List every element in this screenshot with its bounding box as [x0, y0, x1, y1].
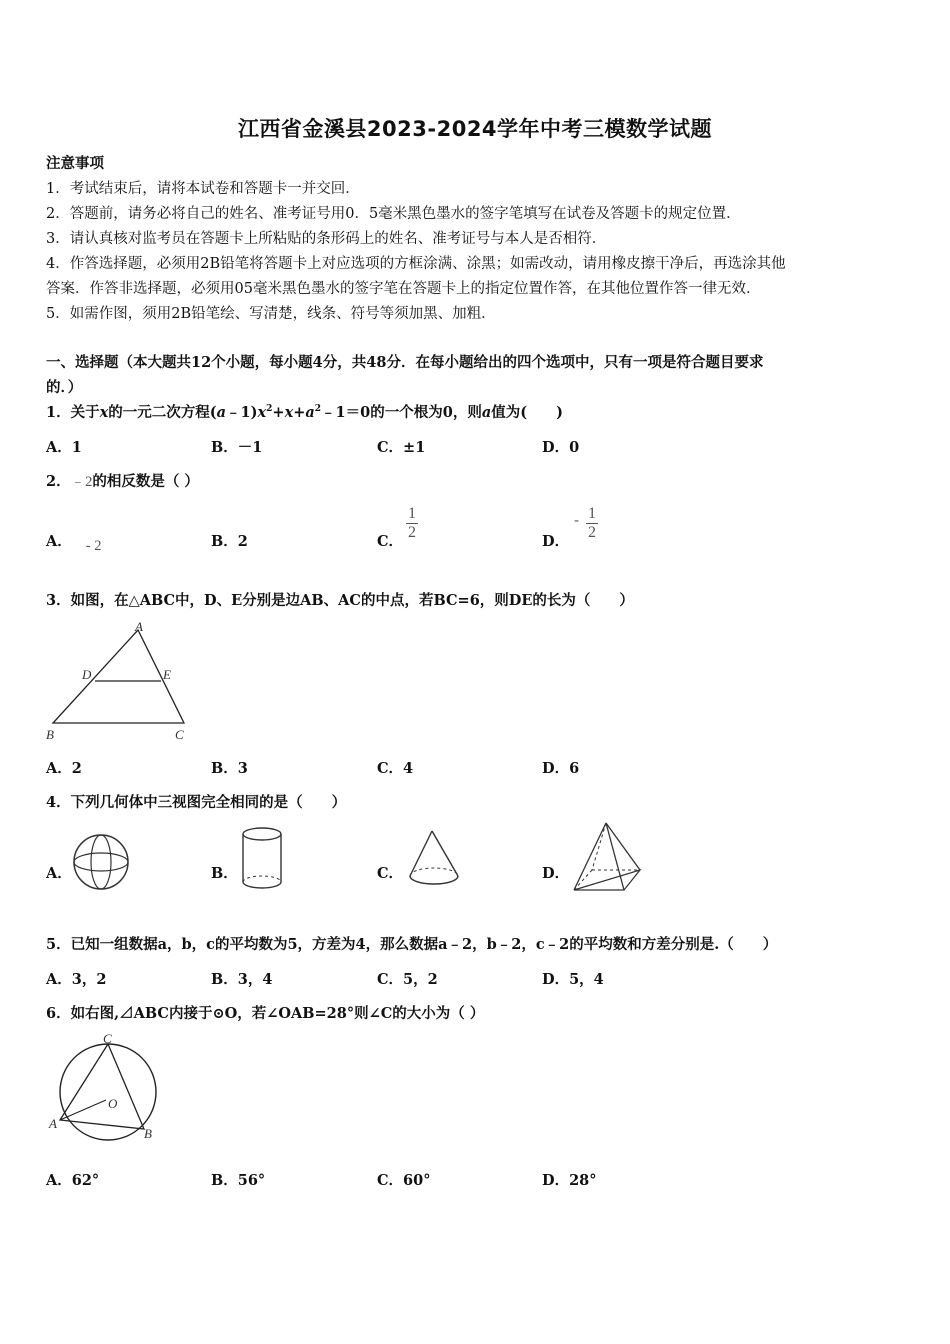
q1-option-c: C．±1: [377, 439, 426, 456]
q2-option-c-fraction: $\frac{1}{2}$: [408, 505, 416, 541]
q4-option-d: D．: [542, 865, 570, 882]
notice-item: 4．作答选择题，必须用2B铅笔将答题卡上对应选项的方框涂满、涂黑；如需改动，请用橡皮擦干净后，再选涂其他: [46, 256, 786, 272]
q3-option-c: C．4: [377, 760, 414, 777]
q3-triangle-figure: [44, 618, 194, 743]
q6-option-a: A．62°: [46, 1172, 100, 1189]
question-5: 5．已知一组数据a，b，c的平均数为5，方差为4，那么数据a﹣2，b﹣2，c﹣2的平均数和方差分别是.（ ）: [46, 936, 778, 953]
notice-item: 2．答题前，请务必将自己的姓名、准考证号用0．5毫米黑色墨水的签字笔填写在试卷及答题卡的规定位置．: [46, 206, 741, 222]
q6-option-b: B．56°: [211, 1172, 266, 1189]
label-a: A: [49, 1116, 57, 1131]
notice-item: 3．请认真核对监考员在答题卡上所粘贴的条形码上的姓名、准考证号与本人是否相符．: [46, 231, 607, 247]
page-title: 江西省金溪县2023-2024学年中考三模数学试题: [237, 117, 713, 141]
question-4: 4．下列几何体中三视图完全相同的是（ ）: [46, 794, 347, 811]
cone-icon: [405, 826, 465, 894]
sphere-icon: [72, 832, 134, 894]
label-b: B: [46, 727, 54, 742]
q2-option-b: B．2: [211, 533, 248, 550]
cylinder-icon: [238, 826, 286, 894]
label-o: O: [108, 1096, 118, 1111]
notice-item: 1．考试结束后，请将本试卷和答题卡一并交回．: [46, 181, 360, 197]
q2-option-c: C．: [377, 533, 404, 550]
q1-option-d: D．0: [542, 439, 580, 456]
label-d: D: [82, 667, 92, 682]
q4-option-c: C．: [377, 865, 404, 882]
pyramid-icon: [570, 820, 646, 896]
q6-circle-figure: [48, 1031, 168, 1149]
q2-option-d-sign: -: [574, 511, 580, 529]
label-e: E: [163, 667, 171, 682]
q3-option-b: B．3: [211, 760, 248, 777]
q4-option-a: A．: [46, 865, 72, 882]
q1-option-b: B．－1: [211, 439, 263, 456]
q4-option-b: B．: [211, 865, 238, 882]
label-c: C: [175, 727, 184, 742]
q5-option-d: D．5，4: [542, 971, 604, 988]
q5-option-b: B．3，4: [211, 971, 273, 988]
q3-option-d: D．6: [542, 760, 580, 777]
q6-option-c: C．60°: [377, 1172, 431, 1189]
q5-option-c: C．5，2: [377, 971, 438, 988]
section-heading-line1: 一、选择题（本大题共12个小题，每小题4分，共48分．在每小题给出的四个选项中，只有一项是符合题目要求: [46, 354, 764, 371]
label-c: C: [103, 1031, 112, 1046]
q3-option-a: A．2: [46, 760, 82, 777]
label-a: A: [135, 619, 143, 634]
question-1: 1．关于x的一元二次方程$(a﹣1)x^2+x+a^2﹣1=0$的一个根为0，则a值为( ): [46, 404, 563, 421]
question-3: 3．如图，在△ABC中，D、E分别是边AB、AC的中点，若BC=6，则DE的长为（ ）: [46, 592, 634, 609]
q2-option-d-fraction: $\frac{1}{2}$: [588, 505, 596, 541]
question-2: 2．﹣2的相反数是（ ）: [46, 473, 199, 490]
notice-item: 答案．作答非选择题，必须用05毫米黑色墨水的签字笔在答题卡上的指定位置作答，在其他位置作答一律无效．: [46, 281, 761, 297]
notice-heading: 注意事项: [46, 155, 104, 172]
q6-option-d: D．28°: [542, 1172, 597, 1189]
notice-item: 5．如需作图，须用2B铅笔绘、写清楚，线条、符号等须加黑、加粗．: [46, 306, 496, 322]
section-heading-line2: 的．）: [46, 379, 83, 396]
q2-option-d: D．: [542, 533, 570, 550]
q2-option-a: A． - 2: [46, 533, 102, 554]
question-6: 6．如右图,⊿ABC内接于⊙O，若∠OAB=28°则∠C的大小为（ ）: [46, 1005, 485, 1022]
q5-option-a: A．3，2: [46, 971, 107, 988]
q1-option-a: A．1: [46, 439, 82, 456]
label-b: B: [144, 1126, 152, 1141]
